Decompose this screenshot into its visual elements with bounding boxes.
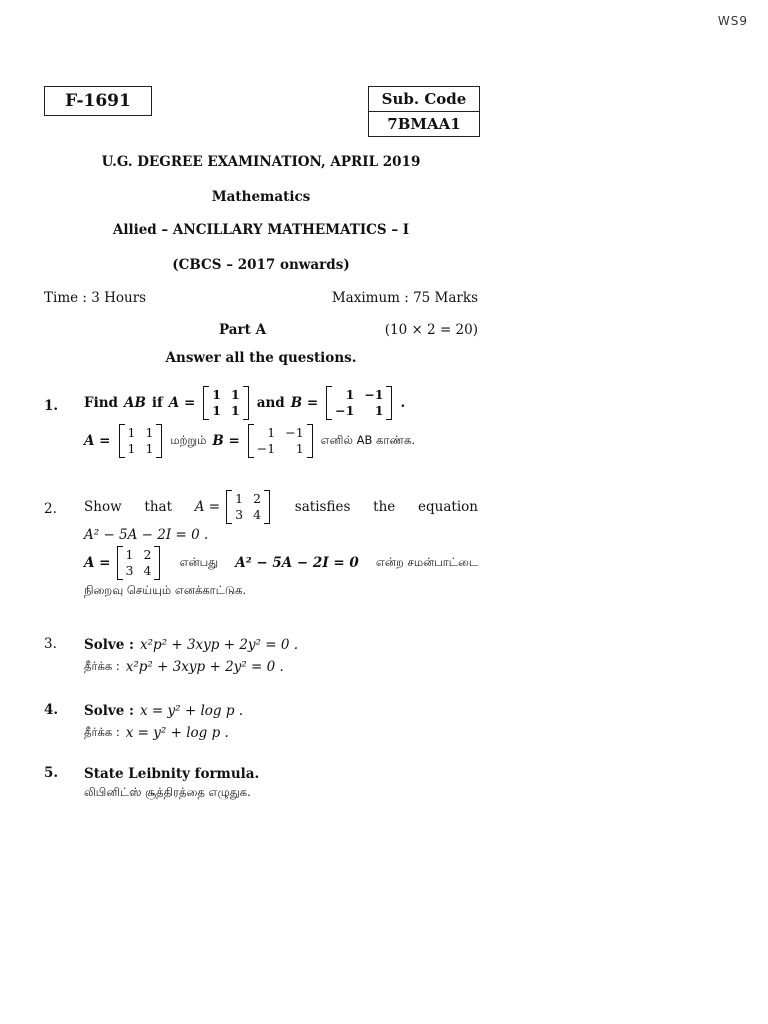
q1-ta-end: எனில் AB காண்க.: [320, 433, 416, 447]
paper-title: Allied – ANCILLARY MATHEMATICS – I: [112, 222, 410, 238]
time-marks-row: [44, 290, 478, 306]
q1-if: if: [151, 395, 163, 411]
part-instruction: Answer all the questions.: [165, 350, 357, 366]
question-1: 1. Find AB if A = 1 1 1 1 and B = 1 −1 −1 1 . A = 1 1 1 1 மற்றும் B = 1 −1 −1 1 எனில் AB காண்க.: [44, 387, 416, 456]
max-marks: Maximum : 75 Marks: [331, 290, 478, 306]
question-2: 2. Show that A = 1 2 3 4 satisfies the equation A² − 5A − 2I = 0 . A = 1 2 3 4 என்பது A² − 5A − 2I = 0 என்ற சமன்பாட்டை நிறைவு செய்யும் எனக்காட்டுக.: [44, 490, 478, 602]
question-3: 3. Solve : x²p² + 3xyp + 2y² = 0 . தீர்க்க : x²p² + 3xyp + 2y² = 0 .: [44, 636, 299, 675]
time-label: Time : 3 Hours: [44, 290, 147, 306]
matrix-a-q2-tamil: 1 2 3 4: [117, 546, 161, 580]
q2-tamil-line2: நிறைவு செய்யும் எனக்காட்டுக.: [84, 583, 247, 597]
q1-ta-b-eq: B =: [212, 433, 240, 449]
q1-and: and: [256, 395, 285, 411]
matrix-b-tamil: 1 −1 −1 1: [248, 424, 313, 458]
q1-ta-mid: மற்றும்: [170, 433, 207, 447]
sub-code-table: [368, 86, 480, 137]
paper-code-box: F-1691: [44, 86, 152, 116]
matrix-b: 1 −1 −1 1: [326, 386, 392, 420]
question-number: 1.: [44, 398, 59, 414]
q1-find: Find: [84, 395, 118, 411]
exam-title: U.G. DEGREE EXAMINATION, APRIL 2019: [101, 154, 421, 170]
matrix-a-q2: 1 2 3 4: [226, 490, 270, 524]
q2-equation: A² − 5A − 2I = 0 .: [84, 527, 209, 543]
matrix-a: 1 1 1 1: [203, 386, 248, 420]
q1-b-eq: B =: [290, 395, 319, 411]
sub-code-value: 7BMAA1: [369, 111, 479, 136]
question-5: [44, 763, 478, 801]
scheme-title: (CBCS – 2017 onwards): [172, 257, 350, 273]
question-number: 2.: [44, 501, 57, 517]
sub-code-label: Sub. Code: [381, 90, 467, 108]
question-number: 5.: [44, 765, 59, 781]
q1-ab: AB: [123, 395, 146, 411]
q1-ta-a-eq: A =: [84, 433, 111, 449]
question-4: 4. Solve : x = y² + log p . தீர்க்க : x = y² + log p .: [44, 702, 244, 741]
q5-tamil: லிபினிட்ஸ் சூத்திரத்தை எழுதுக.: [84, 785, 251, 799]
q1-a-eq: A =: [168, 395, 196, 411]
corner-mark: WS9: [717, 14, 748, 28]
question-number: 3.: [44, 636, 57, 652]
matrix-a-tamil: 1 1 1 1: [119, 424, 163, 458]
subject-title: Mathematics: [211, 189, 311, 205]
part-marks: (10 × 2 = 20): [384, 322, 478, 338]
question-number: 4.: [44, 702, 59, 718]
part-title: Part A: [219, 322, 267, 338]
q5-text: State Leibnity formula.: [84, 766, 260, 782]
